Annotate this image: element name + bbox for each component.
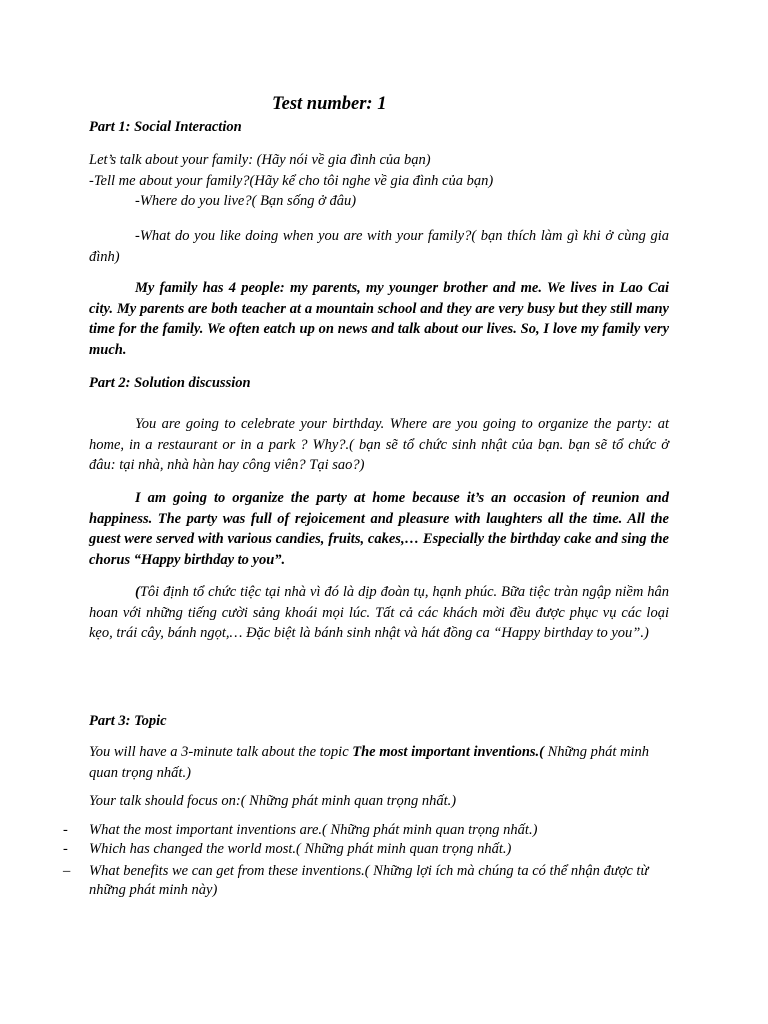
bullet-item [63, 840, 669, 859]
part1-question-1: Let’s talk about your family: (Hãy nói về gia đình của bạn) [89, 152, 431, 168]
bullet-dash: - [63, 822, 68, 838]
test-title: Test number: 1 [272, 94, 387, 114]
bullet-dash: - [63, 841, 68, 857]
bullet-dash: – [63, 863, 71, 879]
bullet-item [63, 862, 669, 900]
part1-question-2: -Tell me about your family?(Hãy kể cho tôi nghe về gia đình của bạn) [89, 173, 494, 189]
part1-question-3: -Where do you live?( Bạn sống ở đâu) [135, 193, 357, 209]
translation-open-paren: ( [135, 584, 140, 600]
part1-heading: Part 1: Social Interaction [89, 119, 242, 135]
part3-focus: Your talk should focus on:( Những phát minh quan trọng nhất.) [89, 793, 457, 809]
part2-question: You are going to celebrate your birthday. Where are you going to organize the party: at home, in a restaurant or in a park ? Why?.( bạn sẽ tổ chức sinh nhật của bạn. bạn sẽ tổ chức ở đâu: tại nhà, nhà hàn hay công viên? Tại sao?) [89, 416, 669, 473]
bullet-text: Which has changed the world most.( Những phát minh quan trọng nhất.) [89, 841, 512, 857]
part3-intro-text: You will have a 3-minute talk about the topic [89, 744, 353, 760]
part1-question-4: -What do you like doing when you are with your family?( bạn thích làm gì khi ở cùng gia đình) [89, 228, 669, 265]
part3-topic: The most important inventions.( [352, 744, 545, 760]
part2-translation [89, 582, 669, 644]
bullet-text: What the most important inventions are.( Những phát minh quan trọng nhất.) [89, 822, 538, 838]
translation-text: Tôi định tổ chức tiệc tại nhà vì đó là dịp đoàn tụ, hạnh phúc. Bữa tiệc tràn ngập niềm hân hoan với những tiếng cười sảng khoái mọi lúc. Tất cả các khách mời đều được phục vụ các loại kẹo, trái cây, bánh ngọt,… Đặc biệt là bánh sinh nhật và hát đồng ca “Happy birthday to you”.) [89, 584, 669, 641]
part3-heading: Part 3: Topic [89, 713, 167, 729]
part1-answer: My family has 4 people: my parents, my younger brother and me. We lives in Lao Cai city. My parents are both teacher at a mountain school and they are very busy but they still many time for the family. We often eatch up on news and talk about our lives. So, I love my family very much. [89, 280, 669, 358]
part3-intro [89, 742, 669, 783]
part3-topic-translation: Những phát minh quan trọng nhất.) [89, 744, 649, 781]
part2-heading: Part 2: Solution discussion [89, 375, 251, 391]
part2-answer: I am going to organize the party at home because it’s an occasion of reunion and happiness. The party was full of rejoicement and pleasure with laughters all the time. All the guest were served with various candies, fruits, cakes,… Especially the birthday cake and sing the chorus “Happy birthday to you”. [89, 490, 669, 568]
bullet-item [63, 821, 669, 840]
bullet-text: What benefits we can get from these inventions.( Những lợi ích mà chúng ta có thể nhận được từ những phát minh này) [89, 863, 649, 898]
